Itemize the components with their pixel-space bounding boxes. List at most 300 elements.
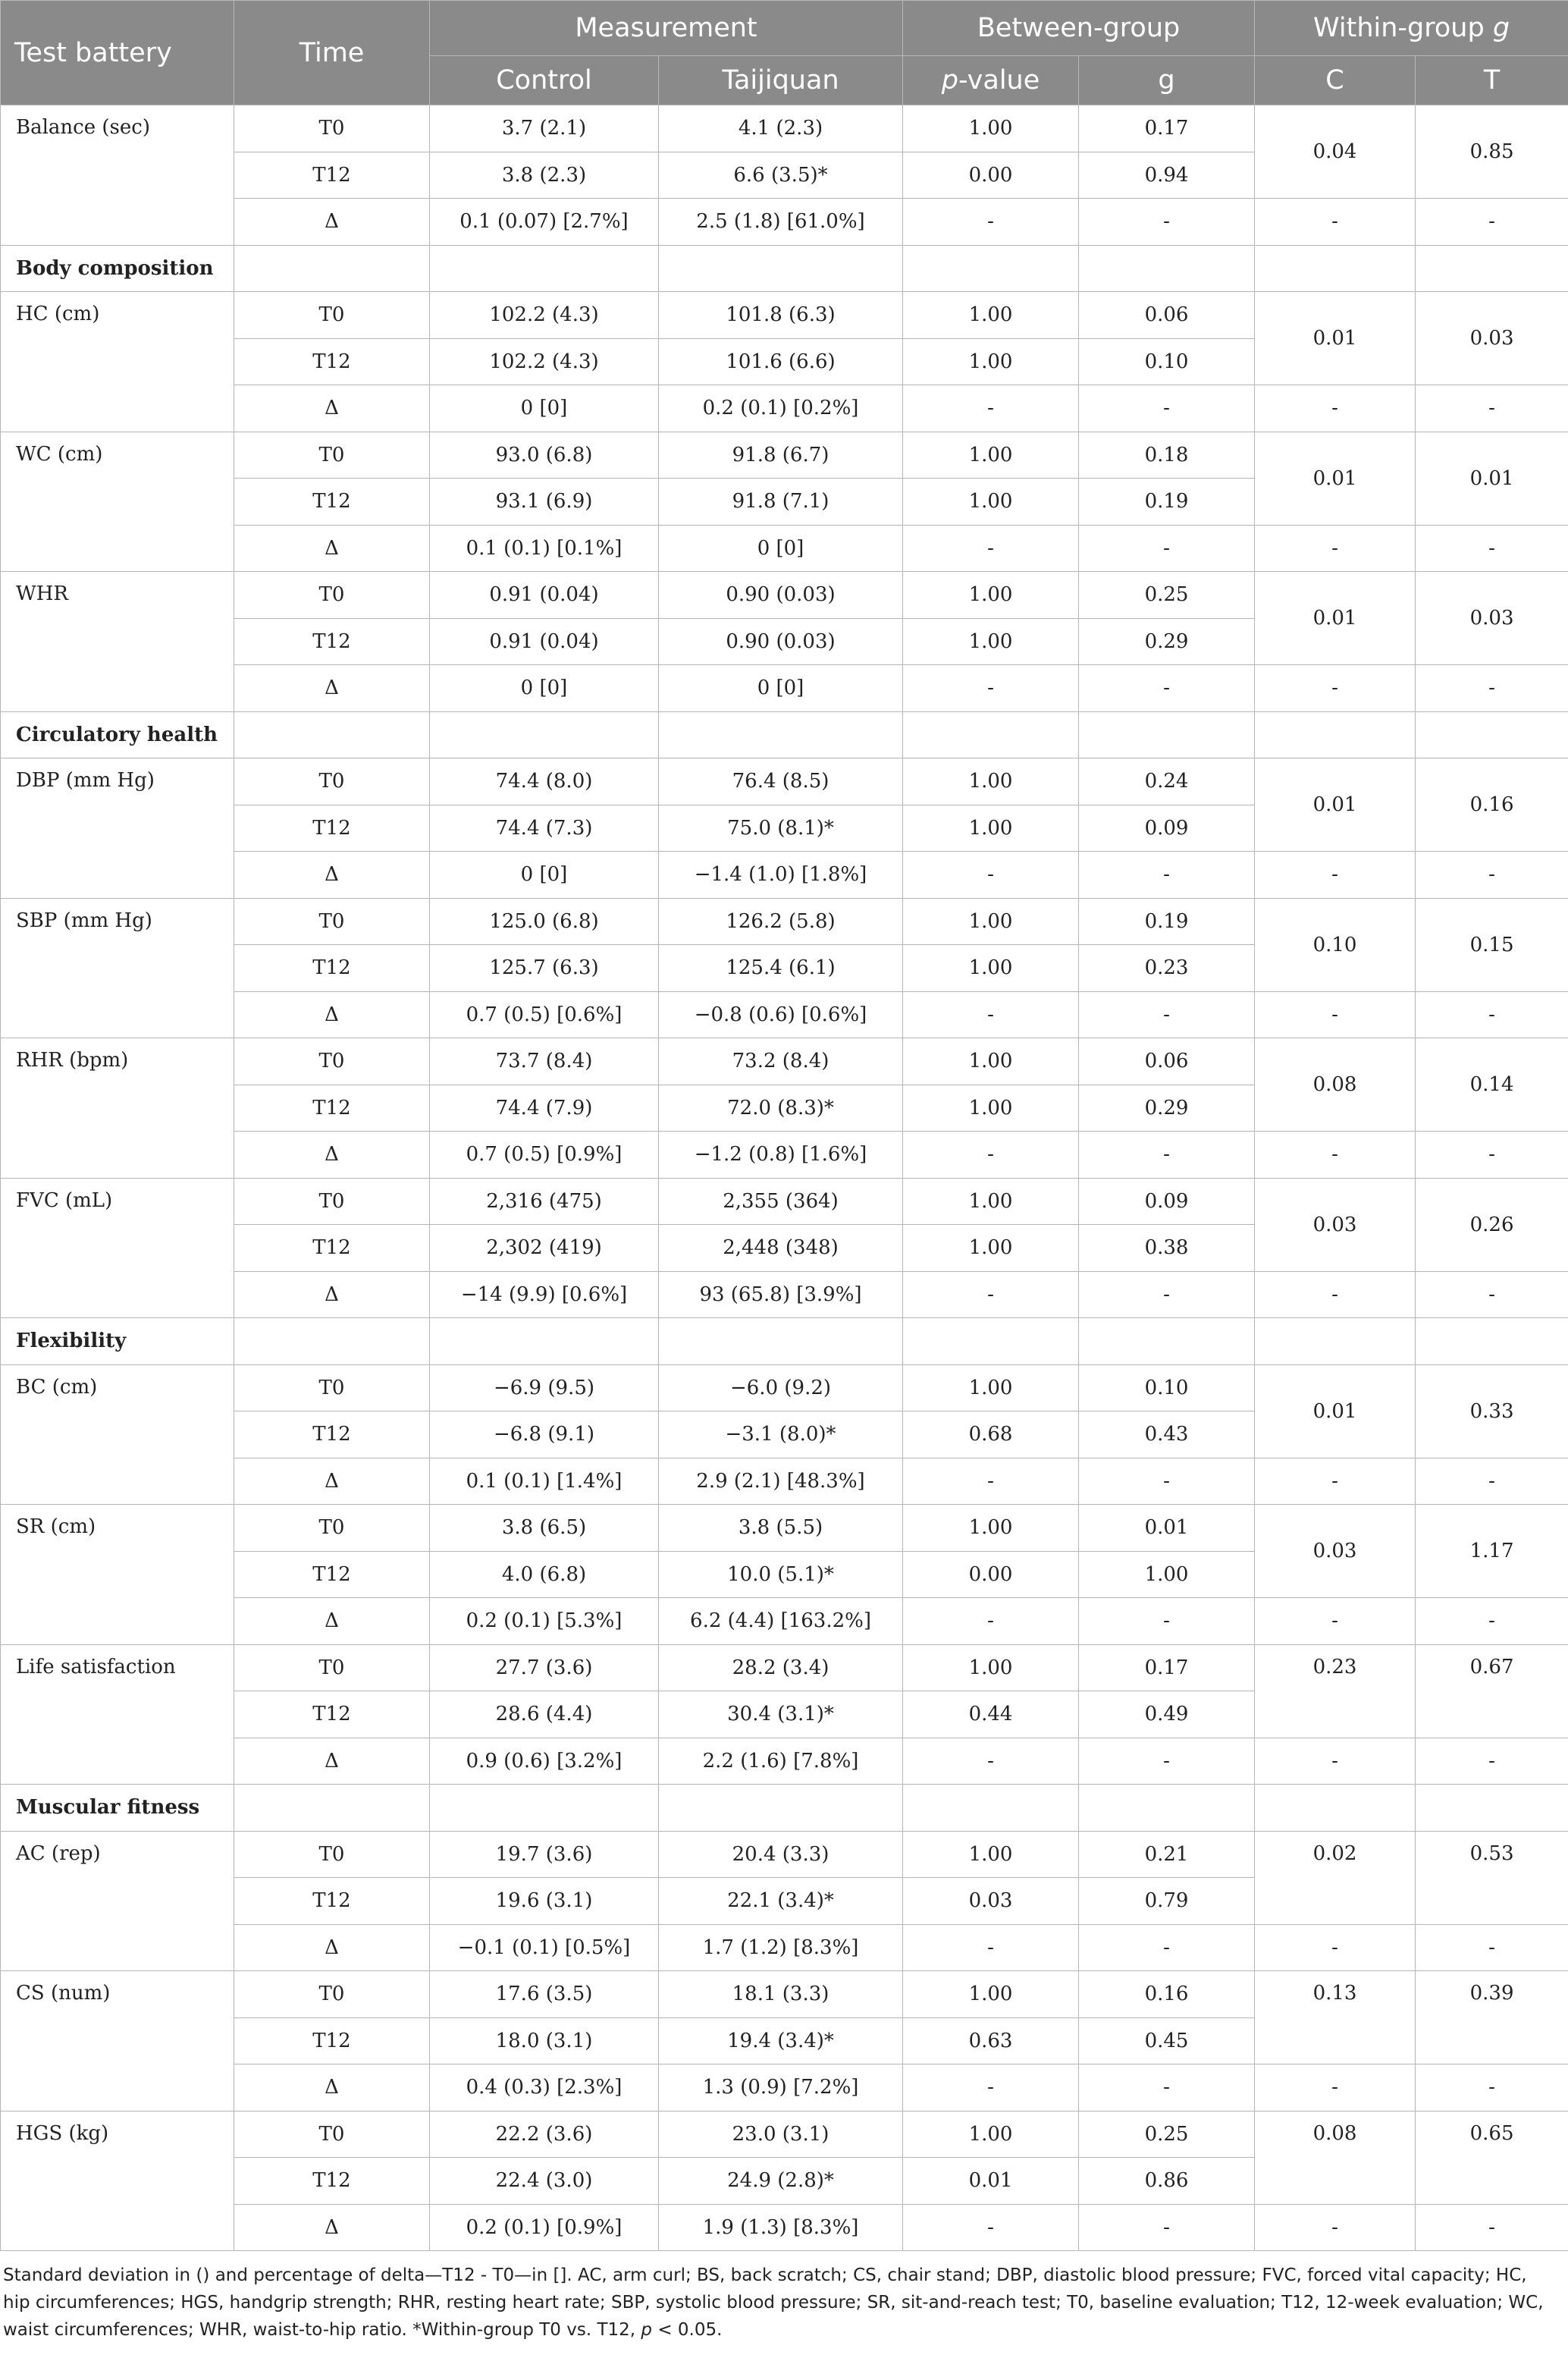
taijiquan-cell: 2.9 (2.1) [48.3%]	[659, 1458, 903, 1505]
within-c-cell: -	[1255, 852, 1416, 899]
empty-cell	[234, 711, 430, 758]
taijiquan-cell: 0 [0]	[659, 665, 903, 712]
control-cell: 18.0 (3.1)	[430, 2017, 659, 2064]
control-cell: 0.91 (0.04)	[430, 572, 659, 619]
g-cell: 0.29	[1079, 1085, 1255, 1132]
taijiquan-cell: 1.7 (1.2) [8.3%]	[659, 1924, 903, 1971]
taijiquan-cell: 0.2 (0.1) [0.2%]	[659, 385, 903, 432]
p-value-cell: 1.00	[903, 618, 1079, 665]
within-t-cell: -	[1416, 991, 1568, 1038]
section-row	[1, 245, 1568, 292]
g-cell: 0.79	[1079, 1878, 1255, 1925]
table-row	[1, 2111, 1568, 2158]
row-label: AC (rep)	[1, 1831, 234, 1971]
header-c: C	[1255, 56, 1416, 105]
p-value-cell: 1.00	[903, 1831, 1079, 1878]
g-cell: 0.10	[1079, 1364, 1255, 1411]
row-label: SBP (mm Hg)	[1, 898, 234, 1038]
control-cell: 0.1 (0.1) [0.1%]	[430, 525, 659, 572]
time-cell: T0	[234, 1644, 430, 1691]
p-value-cell: 1.00	[903, 758, 1079, 805]
header-within-group	[1255, 1, 1568, 56]
table-row	[1, 1644, 1568, 1691]
time-cell: T12	[234, 1085, 430, 1132]
taijiquan-cell: 91.8 (7.1)	[659, 479, 903, 526]
header-control: Control	[430, 56, 659, 105]
row-label: HC (cm)	[1, 292, 234, 432]
taijiquan-cell: 24.9 (2.8)*	[659, 2158, 903, 2205]
g-cell: 0.09	[1079, 1178, 1255, 1225]
time-cell: T12	[234, 618, 430, 665]
table-row	[1, 292, 1568, 339]
header-between-group: Between-group	[903, 1, 1255, 56]
table-row	[1, 1364, 1568, 1411]
time-cell: T0	[234, 432, 430, 479]
p-value-cell: 1.00	[903, 1178, 1079, 1225]
header-within-group-text: Within-group	[1313, 13, 1485, 43]
within-t-cell: 0.39	[1416, 1971, 1568, 2064]
time-cell: T0	[234, 105, 430, 152]
row-label: WC (cm)	[1, 432, 234, 572]
time-cell: Δ	[234, 2064, 430, 2112]
g-cell: -	[1079, 2204, 1255, 2251]
empty-cell	[234, 1318, 430, 1365]
taijiquan-cell: 1.9 (1.3) [8.3%]	[659, 2204, 903, 2251]
taijiquan-cell: 0.90 (0.03)	[659, 618, 903, 665]
g-cell: 0.21	[1079, 1831, 1255, 1878]
table-row	[1, 199, 1568, 246]
control-cell: 2,316 (475)	[430, 1178, 659, 1225]
taijiquan-cell: 3.8 (5.5)	[659, 1505, 903, 1552]
table-row	[1, 991, 1568, 1038]
p-value-cell: 1.00	[903, 1505, 1079, 1552]
taijiquan-cell: 2,355 (364)	[659, 1178, 903, 1225]
taijiquan-cell: 28.2 (3.4)	[659, 1644, 903, 1691]
within-t-cell: -	[1416, 852, 1568, 899]
g-cell: -	[1079, 991, 1255, 1038]
time-cell: T12	[234, 1878, 430, 1925]
header-test-battery: Test battery	[1, 1, 234, 105]
control-cell: 19.7 (3.6)	[430, 1831, 659, 1878]
table-row	[1, 1505, 1568, 1552]
within-t-cell: 1.17	[1416, 1505, 1568, 1598]
header-measurement: Measurement	[430, 1, 903, 56]
time-cell: Δ	[234, 1271, 430, 1318]
row-label: SR (cm)	[1, 1505, 234, 1645]
control-cell: −6.8 (9.1)	[430, 1411, 659, 1458]
g-cell: 0.45	[1079, 2017, 1255, 2064]
within-c-cell: -	[1255, 1458, 1416, 1505]
header-p-value	[903, 56, 1079, 105]
within-t-cell: 0.03	[1416, 572, 1568, 665]
within-t-cell: 0.53	[1416, 1831, 1568, 1924]
time-cell: Δ	[234, 665, 430, 712]
table-row	[1, 1178, 1568, 1225]
time-cell: Δ	[234, 385, 430, 432]
time-cell: Δ	[234, 1132, 430, 1179]
control-cell: 17.6 (3.5)	[430, 1971, 659, 2018]
within-c-cell: -	[1255, 385, 1416, 432]
g-cell: 0.19	[1079, 898, 1255, 945]
control-cell: 125.7 (6.3)	[430, 945, 659, 992]
control-cell: 0 [0]	[430, 665, 659, 712]
within-c-cell: -	[1255, 1271, 1416, 1318]
g-cell: 0.49	[1079, 1691, 1255, 1738]
taijiquan-cell: 0.90 (0.03)	[659, 572, 903, 619]
p-value-cell: 1.00	[903, 898, 1079, 945]
p-value-cell: -	[903, 852, 1079, 899]
control-cell: 3.8 (2.3)	[430, 152, 659, 199]
g-cell: -	[1079, 1271, 1255, 1318]
g-cell: -	[1079, 665, 1255, 712]
p-value-cell: 1.00	[903, 432, 1079, 479]
taijiquan-cell: 1.3 (0.9) [7.2%]	[659, 2064, 903, 2112]
g-cell: -	[1079, 1598, 1255, 1645]
control-cell: 0 [0]	[430, 385, 659, 432]
table-row	[1, 432, 1568, 479]
g-cell: 0.17	[1079, 105, 1255, 152]
within-c-cell: -	[1255, 525, 1416, 572]
p-value-cell: 1.00	[903, 2111, 1079, 2158]
time-cell: T0	[234, 1038, 430, 1085]
taijiquan-cell: 93 (65.8) [3.9%]	[659, 1271, 903, 1318]
table-row	[1, 898, 1568, 945]
p-value-cell: 1.00	[903, 572, 1079, 619]
time-cell: Δ	[234, 1598, 430, 1645]
p-value-cell: 1.00	[903, 105, 1079, 152]
control-cell: 0.4 (0.3) [2.3%]	[430, 2064, 659, 2112]
within-c-cell: 0.01	[1255, 432, 1416, 525]
within-c-cell: 0.01	[1255, 758, 1416, 852]
time-cell: T12	[234, 805, 430, 852]
control-cell: 3.8 (6.5)	[430, 1505, 659, 1552]
p-value-cell: 0.63	[903, 2017, 1079, 2064]
footnote-p: p	[641, 2320, 653, 2340]
empty-cell	[1079, 1318, 1255, 1365]
time-cell: Δ	[234, 525, 430, 572]
taijiquan-cell: 19.4 (3.4)*	[659, 2017, 903, 2064]
within-t-cell: -	[1416, 1598, 1568, 1645]
p-value-cell: 0.01	[903, 2158, 1079, 2205]
within-c-cell: 0.10	[1255, 898, 1416, 991]
time-cell: T12	[234, 1225, 430, 1272]
time-cell: Δ	[234, 1458, 430, 1505]
empty-cell	[234, 245, 430, 292]
empty-cell	[1416, 245, 1568, 292]
within-c-cell: -	[1255, 1598, 1416, 1645]
time-cell: Δ	[234, 991, 430, 1038]
section-label: Circulatory health	[1, 711, 234, 758]
within-c-cell: 0.08	[1255, 2111, 1416, 2204]
row-label: CS (num)	[1, 1971, 234, 2112]
within-t-cell: -	[1416, 2204, 1568, 2251]
taijiquan-cell: −3.1 (8.0)*	[659, 1411, 903, 1458]
p-value-cell: -	[903, 2064, 1079, 2112]
time-cell: T12	[234, 2017, 430, 2064]
row-label: FVC (mL)	[1, 1178, 234, 1318]
within-c-cell: 0.03	[1255, 1505, 1416, 1598]
g-cell: 0.86	[1079, 2158, 1255, 2205]
header-time: Time	[234, 1, 430, 105]
g-cell: 1.00	[1079, 1551, 1255, 1598]
section-label: Flexibility	[1, 1318, 234, 1365]
control-cell: 27.7 (3.6)	[430, 1644, 659, 1691]
within-t-cell: -	[1416, 2064, 1568, 2112]
table-row	[1, 1271, 1568, 1318]
p-value-cell: -	[903, 1458, 1079, 1505]
within-t-cell: 0.85	[1416, 105, 1568, 199]
time-cell: T0	[234, 1178, 430, 1225]
section-row	[1, 1785, 1568, 1832]
within-c-cell: -	[1255, 1924, 1416, 1971]
taijiquan-cell: 125.4 (6.1)	[659, 945, 903, 992]
within-t-cell: 0.01	[1416, 432, 1568, 525]
empty-cell	[1079, 1785, 1255, 1832]
section-row	[1, 711, 1568, 758]
header-within-group-g: g	[1492, 13, 1510, 43]
table-row	[1, 572, 1568, 619]
empty-cell	[903, 245, 1079, 292]
g-cell: 0.10	[1079, 338, 1255, 385]
row-label: Balance (sec)	[1, 105, 234, 246]
row-label: HGS (kg)	[1, 2111, 234, 2251]
control-cell: 0.1 (0.07) [2.7%]	[430, 199, 659, 246]
empty-cell	[903, 711, 1079, 758]
taijiquan-cell: 73.2 (8.4)	[659, 1038, 903, 1085]
control-cell: 22.4 (3.0)	[430, 2158, 659, 2205]
table-row	[1, 1038, 1568, 1085]
control-cell: −0.1 (0.1) [0.5%]	[430, 1924, 659, 1971]
g-cell: -	[1079, 525, 1255, 572]
p-value-cell: 1.00	[903, 1971, 1079, 2018]
within-c-cell: 0.01	[1255, 572, 1416, 665]
g-cell: 0.94	[1079, 152, 1255, 199]
header-g: g	[1079, 56, 1255, 105]
taijiquan-cell: 22.1 (3.4)*	[659, 1878, 903, 1925]
header-taijiquan: Taijiquan	[659, 56, 903, 105]
taijiquan-cell: 101.6 (6.6)	[659, 338, 903, 385]
within-c-cell: -	[1255, 2064, 1416, 2112]
within-t-cell: 0.03	[1416, 292, 1568, 385]
header-t: T	[1416, 56, 1568, 105]
within-t-cell: -	[1416, 1132, 1568, 1179]
within-t-cell: -	[1416, 385, 1568, 432]
p-value-cell: -	[903, 1598, 1079, 1645]
taijiquan-cell: 72.0 (8.3)*	[659, 1085, 903, 1132]
table-row	[1, 1738, 1568, 1785]
within-t-cell: -	[1416, 199, 1568, 246]
time-cell: T12	[234, 2158, 430, 2205]
empty-cell	[1079, 711, 1255, 758]
within-c-cell: 0.03	[1255, 1178, 1416, 1271]
taijiquan-cell: 75.0 (8.1)*	[659, 805, 903, 852]
g-cell: 0.06	[1079, 1038, 1255, 1085]
taijiquan-cell: −1.4 (1.0) [1.8%]	[659, 852, 903, 899]
empty-cell	[430, 1318, 659, 1365]
control-cell: 74.4 (8.0)	[430, 758, 659, 805]
empty-cell	[1255, 1785, 1416, 1832]
empty-cell	[1416, 711, 1568, 758]
taijiquan-cell: 4.1 (2.3)	[659, 105, 903, 152]
time-cell: T12	[234, 1551, 430, 1598]
p-value-cell: 1.00	[903, 292, 1079, 339]
taijiquan-cell: −0.8 (0.6) [0.6%]	[659, 991, 903, 1038]
time-cell: Δ	[234, 2204, 430, 2251]
within-t-cell: -	[1416, 1458, 1568, 1505]
g-cell: 0.16	[1079, 1971, 1255, 2018]
empty-cell	[430, 1785, 659, 1832]
within-c-cell: 0.01	[1255, 1364, 1416, 1458]
table-row	[1, 665, 1568, 712]
table-row	[1, 1924, 1568, 1971]
g-cell: 0.24	[1079, 758, 1255, 805]
control-cell: 74.4 (7.9)	[430, 1085, 659, 1132]
empty-cell	[1416, 1785, 1568, 1832]
time-cell: T0	[234, 572, 430, 619]
within-c-cell: -	[1255, 1132, 1416, 1179]
time-cell: Δ	[234, 1924, 430, 1971]
row-label: BC (cm)	[1, 1364, 234, 1505]
table-row	[1, 1132, 1568, 1179]
p-value-cell: 0.68	[903, 1411, 1079, 1458]
p-value-cell: 1.00	[903, 945, 1079, 992]
taijiquan-cell: 2,448 (348)	[659, 1225, 903, 1272]
taijiquan-cell: −1.2 (0.8) [1.6%]	[659, 1132, 903, 1179]
within-c-cell: 0.13	[1255, 1971, 1416, 2064]
g-cell: 0.25	[1079, 2111, 1255, 2158]
g-cell: -	[1079, 2064, 1255, 2112]
p-value-cell: -	[903, 1924, 1079, 1971]
p-value-cell: 0.44	[903, 1691, 1079, 1738]
row-label: RHR (bpm)	[1, 1038, 234, 1179]
control-cell: 2,302 (419)	[430, 1225, 659, 1272]
p-value-cell: 1.00	[903, 338, 1079, 385]
within-c-cell: 0.02	[1255, 1831, 1416, 1924]
row-label: WHR	[1, 572, 234, 712]
table-row	[1, 1971, 1568, 2018]
p-value-cell: 0.00	[903, 152, 1079, 199]
p-value-cell: 1.00	[903, 1038, 1079, 1085]
time-cell: T0	[234, 1831, 430, 1878]
within-c-cell: -	[1255, 665, 1416, 712]
control-cell: 3.7 (2.1)	[430, 105, 659, 152]
within-t-cell: 0.65	[1416, 2111, 1568, 2204]
section-label: Body composition	[1, 245, 234, 292]
p-value-cell: -	[903, 665, 1079, 712]
g-cell: -	[1079, 852, 1255, 899]
empty-cell	[1416, 1318, 1568, 1365]
control-cell: 0.7 (0.5) [0.9%]	[430, 1132, 659, 1179]
g-cell: 0.01	[1079, 1505, 1255, 1552]
within-t-cell: -	[1416, 525, 1568, 572]
g-cell: 0.06	[1079, 292, 1255, 339]
within-t-cell: 0.33	[1416, 1364, 1568, 1458]
p-value-cell: 1.00	[903, 1364, 1079, 1411]
control-cell: 0 [0]	[430, 852, 659, 899]
time-cell: T0	[234, 1505, 430, 1552]
time-cell: T0	[234, 292, 430, 339]
empty-cell	[903, 1785, 1079, 1832]
within-c-cell: -	[1255, 1738, 1416, 1785]
taijiquan-cell: 10.0 (5.1)*	[659, 1551, 903, 1598]
taijiquan-cell: 23.0 (3.1)	[659, 2111, 903, 2158]
within-t-cell: 0.67	[1416, 1644, 1568, 1738]
table-row	[1, 105, 1568, 152]
control-cell: 102.2 (4.3)	[430, 338, 659, 385]
time-cell: T0	[234, 1971, 430, 2018]
within-c-cell: 0.23	[1255, 1644, 1416, 1738]
taijiquan-cell: 2.5 (1.8) [61.0%]	[659, 199, 903, 246]
taijiquan-cell: 30.4 (3.1)*	[659, 1691, 903, 1738]
table-row	[1, 1831, 1568, 1878]
header-p-letter: p	[941, 65, 958, 96]
g-cell: 0.23	[1079, 945, 1255, 992]
row-label: DBP (mm Hg)	[1, 758, 234, 899]
within-c-cell: 0.04	[1255, 105, 1416, 199]
table-row	[1, 852, 1568, 899]
table-header	[1, 1, 1568, 105]
time-cell: Δ	[234, 199, 430, 246]
g-cell: -	[1079, 1132, 1255, 1179]
control-cell: 93.0 (6.8)	[430, 432, 659, 479]
p-value-cell: -	[903, 1132, 1079, 1179]
p-value-cell: -	[903, 2204, 1079, 2251]
p-value-cell: -	[903, 1738, 1079, 1785]
control-cell: 73.7 (8.4)	[430, 1038, 659, 1085]
control-cell: 0.2 (0.1) [5.3%]	[430, 1598, 659, 1645]
control-cell: 0.2 (0.1) [0.9%]	[430, 2204, 659, 2251]
p-value-cell: 1.00	[903, 1644, 1079, 1691]
g-cell: 0.38	[1079, 1225, 1255, 1272]
empty-cell	[1079, 245, 1255, 292]
empty-cell	[234, 1785, 430, 1832]
control-cell: 22.2 (3.6)	[430, 2111, 659, 2158]
control-cell: 0.7 (0.5) [0.6%]	[430, 991, 659, 1038]
taijiquan-cell: 18.1 (3.3)	[659, 1971, 903, 2018]
section-row	[1, 1318, 1568, 1365]
table-row	[1, 1598, 1568, 1645]
taijiquan-cell: 2.2 (1.6) [7.8%]	[659, 1738, 903, 1785]
g-cell: 0.09	[1079, 805, 1255, 852]
taijiquan-cell: 76.4 (8.5)	[659, 758, 903, 805]
empty-cell	[659, 711, 903, 758]
p-value-cell: -	[903, 385, 1079, 432]
taijiquan-cell: 101.8 (6.3)	[659, 292, 903, 339]
p-value-cell: 1.00	[903, 1225, 1079, 1272]
within-c-cell: -	[1255, 991, 1416, 1038]
table-row	[1, 1458, 1568, 1505]
g-cell: -	[1079, 1458, 1255, 1505]
within-t-cell: 0.26	[1416, 1178, 1568, 1271]
taijiquan-cell: −6.0 (9.2)	[659, 1364, 903, 1411]
table-row	[1, 758, 1568, 805]
time-cell: T12	[234, 479, 430, 526]
time-cell: T0	[234, 2111, 430, 2158]
within-t-cell: -	[1416, 1738, 1568, 1785]
empty-cell	[659, 1785, 903, 1832]
within-t-cell: -	[1416, 1271, 1568, 1318]
g-cell: -	[1079, 1924, 1255, 1971]
within-c-cell: 0.01	[1255, 292, 1416, 385]
within-c-cell: -	[1255, 2204, 1416, 2251]
g-cell: 0.25	[1079, 572, 1255, 619]
control-cell: 0.1 (0.1) [1.4%]	[430, 1458, 659, 1505]
g-cell: 0.19	[1079, 479, 1255, 526]
time-cell: Δ	[234, 852, 430, 899]
within-t-cell: 0.14	[1416, 1038, 1568, 1132]
table-footnote	[0, 2251, 1568, 2344]
control-cell: −6.9 (9.5)	[430, 1364, 659, 1411]
